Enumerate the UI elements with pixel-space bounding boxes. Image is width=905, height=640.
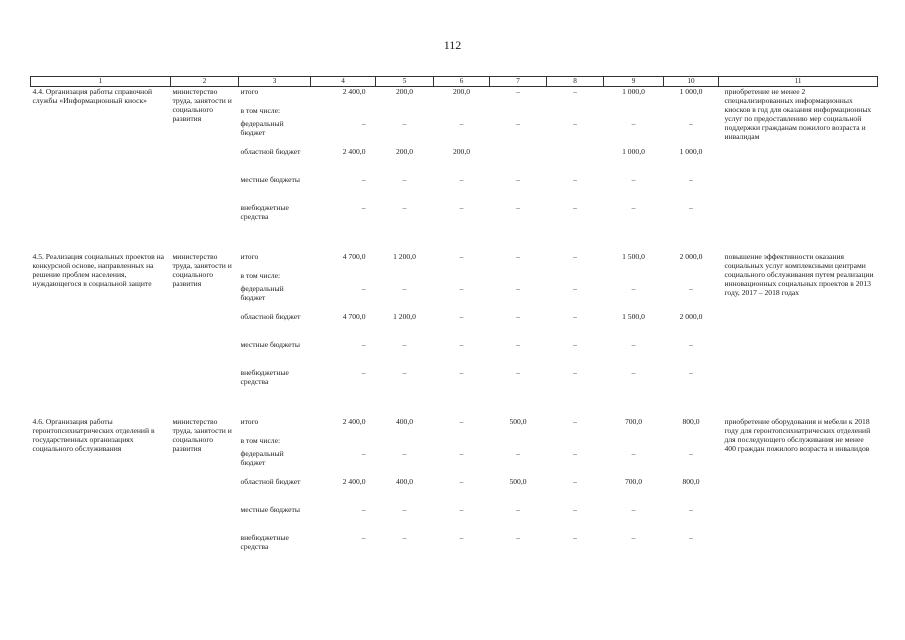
funding-value: – <box>631 174 636 184</box>
funding-value: 2 000,0 <box>679 311 703 321</box>
funding-value: – <box>573 532 577 542</box>
funding-value: 800,0 <box>682 476 700 486</box>
funding-value <box>547 147 604 175</box>
column-header: 10 <box>664 77 719 87</box>
funding-value: 200,0 <box>395 146 414 156</box>
measure-name: 4.5. Реализация социальных проектов на конкурсной основе, направленных на решение проблем населения, нуждающегося в социальной защите <box>32 251 165 288</box>
funding-value: 500,0 <box>509 416 527 426</box>
funding-value: 4 700,0 <box>342 251 366 261</box>
funding-value: – <box>573 339 577 349</box>
funding-source: местные бюджеты <box>240 339 300 349</box>
funding-value: – <box>631 504 636 514</box>
table-row <box>31 87 878 106</box>
funding-value: – <box>573 476 577 486</box>
funding-value: – <box>689 532 693 542</box>
funding-value: 1 000,0 <box>679 87 703 96</box>
funding-value: 200,0 <box>395 87 414 96</box>
funding-value: – <box>573 448 577 458</box>
section-gap <box>31 396 878 417</box>
measure-executor: министерство труда, занятости и социального развития <box>172 416 232 453</box>
funding-value: 2 400,0 <box>342 87 366 96</box>
funding-value: – <box>573 202 577 212</box>
funding-value: – <box>689 504 693 514</box>
funding-value <box>490 106 547 119</box>
funding-value: – <box>459 476 464 486</box>
funding-value <box>664 271 719 284</box>
funding-value: – <box>573 283 577 293</box>
measure-name: 4.4. Организация работы справочной службы «Информационный киоск» <box>32 87 153 105</box>
funding-value <box>490 147 547 175</box>
funding-source: областной бюджет <box>240 311 301 321</box>
funding-value <box>604 106 664 119</box>
funding-value: – <box>361 504 366 514</box>
funding-source: областной бюджет <box>240 146 301 156</box>
funding-source: внебюджетные средства <box>240 532 289 551</box>
funding-value: – <box>516 283 520 293</box>
funding-value: – <box>459 416 464 426</box>
funding-value: – <box>459 339 464 349</box>
funding-value <box>311 106 376 119</box>
funding-value: – <box>516 504 520 514</box>
funding-value: – <box>402 202 407 212</box>
funding-value: – <box>573 87 577 96</box>
funding-value: – <box>402 532 407 542</box>
funding-value: – <box>402 339 407 349</box>
funding-source: федеральный бюджет <box>240 118 284 137</box>
column-header: 4 <box>311 77 376 87</box>
funding-value <box>434 436 490 449</box>
funding-source: в том числе: <box>240 105 281 115</box>
funding-value: – <box>361 448 366 458</box>
funding-value: 400,0 <box>395 476 414 486</box>
funding-value: – <box>573 174 577 184</box>
funding-value: – <box>459 118 464 128</box>
funding-value: – <box>516 311 520 321</box>
funding-value: – <box>361 367 366 377</box>
funding-value <box>547 436 604 449</box>
expected-result: приобретение оборудования и мебели к 2018 году для геронтопсихиатрических отделений для последующего обслуживания не менее 400 граждан пожилого возраста и инвалидов <box>724 416 871 453</box>
program-table <box>30 76 878 561</box>
funding-value: – <box>689 283 693 293</box>
funding-value: – <box>516 251 520 261</box>
measure-executor: министерство труда, занятости и социального развития <box>172 87 232 123</box>
funding-value: 700,0 <box>624 416 643 426</box>
funding-value: – <box>631 202 636 212</box>
column-header: 6 <box>434 77 490 87</box>
funding-source: местные бюджеты <box>240 504 300 514</box>
page-number: 112 <box>443 38 462 52</box>
funding-value: 1 000,0 <box>622 87 645 96</box>
table-body <box>31 87 878 561</box>
funding-value: – <box>573 504 577 514</box>
funding-source: федеральный бюджет <box>240 283 284 302</box>
funding-value: – <box>689 174 693 184</box>
funding-value <box>547 271 604 284</box>
funding-value: – <box>361 532 366 542</box>
expected-result: повышение эффективности оказания социальных услуг комплексными центрами социального обслуживания путем реализации инновационных социальных проектов в 2013 году, 2017 – 2018 годах <box>724 251 874 297</box>
funding-value: 700,0 <box>624 476 643 486</box>
funding-value: 200,0 <box>452 87 471 96</box>
table-row <box>31 252 878 271</box>
funding-source: итого <box>240 87 259 96</box>
funding-value: – <box>631 118 636 128</box>
funding-value: – <box>689 118 693 128</box>
column-header: 5 <box>376 77 434 87</box>
funding-source: в том числе: <box>240 270 281 280</box>
funding-value: – <box>459 251 464 261</box>
funding-value <box>547 106 604 119</box>
funding-source: областной бюджет <box>240 476 301 486</box>
funding-value <box>604 436 664 449</box>
funding-value: – <box>516 367 520 377</box>
funding-value: 2 400,0 <box>342 146 366 156</box>
funding-source: местные бюджеты <box>240 174 300 184</box>
measure-name: 4.6. Организация работы геронтопсихиатрических отделений в государственных организациях социального обслуживания <box>32 416 155 453</box>
funding-value: 1 500,0 <box>622 251 645 261</box>
funding-value: – <box>402 283 407 293</box>
measure-executor: министерство труда, занятости и социального развития <box>172 251 232 288</box>
funding-value: 1 200,0 <box>393 311 416 321</box>
funding-value: – <box>402 367 407 377</box>
funding-value <box>604 271 664 284</box>
funding-source: внебюджетные средства <box>240 367 289 386</box>
funding-value: – <box>402 118 407 128</box>
funding-value <box>376 271 434 284</box>
funding-value: – <box>573 416 577 426</box>
column-header: 3 <box>239 77 311 87</box>
funding-value: – <box>573 118 577 128</box>
column-header: 7 <box>490 77 547 87</box>
funding-value: – <box>631 283 636 293</box>
funding-value: 4 700,0 <box>342 311 366 321</box>
funding-value: 2 400,0 <box>342 416 366 426</box>
funding-value: – <box>631 448 636 458</box>
funding-value <box>311 271 376 284</box>
funding-value: – <box>689 367 693 377</box>
funding-value: – <box>402 504 407 514</box>
section-gap <box>31 231 878 252</box>
column-number-row <box>31 77 878 87</box>
funding-value: 1 000,0 <box>679 146 703 156</box>
funding-value: – <box>459 448 464 458</box>
funding-value <box>664 106 719 119</box>
funding-value <box>490 271 547 284</box>
column-header: 8 <box>547 77 604 87</box>
funding-value: – <box>689 339 693 349</box>
funding-value: – <box>516 448 520 458</box>
table-row <box>31 417 878 436</box>
funding-value: – <box>631 532 636 542</box>
funding-value: 1 200,0 <box>393 251 416 261</box>
funding-value: – <box>573 367 577 377</box>
funding-value: – <box>689 202 693 212</box>
funding-value <box>434 106 490 119</box>
funding-value: 200,0 <box>452 146 471 156</box>
funding-value: 800,0 <box>682 416 700 426</box>
funding-value: – <box>516 87 520 96</box>
funding-value <box>664 436 719 449</box>
funding-source: внебюджетные средства <box>240 202 289 221</box>
funding-value: – <box>459 367 464 377</box>
funding-value: 1 500,0 <box>622 311 645 321</box>
column-header: 2 <box>171 77 239 87</box>
funding-value: 2 400,0 <box>342 476 366 486</box>
funding-source: итого <box>240 416 259 426</box>
funding-value: – <box>459 174 464 184</box>
funding-value: – <box>516 532 520 542</box>
funding-value: – <box>459 311 464 321</box>
funding-source: в том числе: <box>240 435 281 445</box>
funding-value <box>490 436 547 449</box>
column-header: 1 <box>31 77 171 87</box>
funding-value: – <box>361 339 366 349</box>
funding-value: – <box>459 283 464 293</box>
funding-value: – <box>402 448 407 458</box>
funding-value <box>376 436 434 449</box>
funding-value: 500,0 <box>509 476 527 486</box>
funding-value <box>434 271 490 284</box>
funding-value <box>311 436 376 449</box>
funding-value: – <box>361 174 366 184</box>
funding-value: – <box>573 311 577 321</box>
funding-value: 1 000,0 <box>622 146 645 156</box>
column-header: 9 <box>604 77 664 87</box>
funding-value: – <box>631 367 636 377</box>
funding-value <box>376 106 434 119</box>
funding-value: – <box>689 448 693 458</box>
funding-value: – <box>361 118 366 128</box>
funding-value: – <box>516 339 520 349</box>
funding-value: – <box>361 202 366 212</box>
funding-value: – <box>361 283 366 293</box>
funding-source: итого <box>240 251 259 261</box>
funding-value: – <box>459 532 464 542</box>
column-header: 11 <box>719 77 878 87</box>
funding-value: – <box>516 202 520 212</box>
expected-result: приобретение не менее 2 специализированных информационных киосков в год для оказания информационных услуг по предоставлению мер социальной поддержки гражданам пожилого возраста и инвалидам <box>724 87 872 141</box>
funding-value: – <box>573 251 577 261</box>
funding-value: – <box>459 202 464 212</box>
funding-value: 400,0 <box>395 416 414 426</box>
funding-source: федеральный бюджет <box>240 448 284 467</box>
funding-value: – <box>516 174 520 184</box>
funding-value: – <box>402 174 407 184</box>
funding-value: – <box>631 339 636 349</box>
funding-value: – <box>516 118 520 128</box>
funding-value: – <box>459 504 464 514</box>
funding-value: 2 000,0 <box>679 251 703 261</box>
